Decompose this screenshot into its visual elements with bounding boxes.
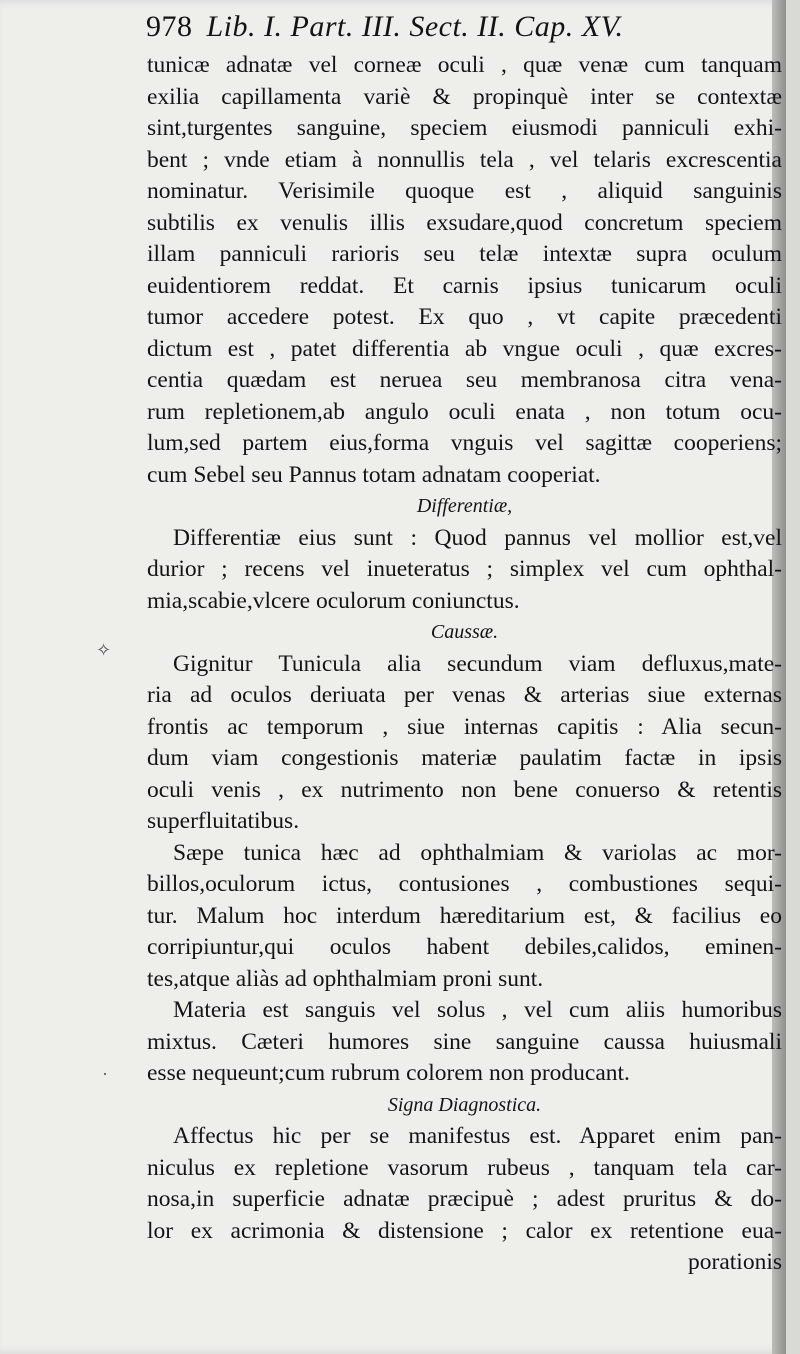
- paragraph-last-line: cum Sebel seu Pannus totam adnatam cooperiat.: [147, 461, 601, 488]
- text-line: centia quædam est neruea seu membranosa citra vena-: [147, 367, 782, 393]
- text-line: corripiuntur,qui oculos habent debiles,calidos, eminen-: [147, 934, 782, 960]
- text-line: lor ex acrimonia & distensione ; calor ex retentione eua-: [147, 1217, 782, 1244]
- text-line: frontis ac temporum , siue internas capitis : Alia secun-: [147, 713, 782, 740]
- text-line: bent ; vnde etiam à nonnullis tela , vel telaris excrescentia: [147, 146, 782, 173]
- paragraph-first-line: Gignitur Tunicula alia secundum viam defluxus,mate-: [173, 650, 782, 677]
- text-line: exilia capillamenta variè & propinquè inter se contextæ: [147, 83, 782, 110]
- text-line: mixtus. Cæteri humores sine sanguine caussa huiusmali: [147, 1028, 782, 1055]
- paragraph-last-line: mia,scabie,vlcere oculorum coniunctus.: [147, 587, 520, 614]
- text-line: tunicæ adnatæ vel corneæ oculi , quæ venæ cum tanquam: [147, 52, 782, 78]
- paragraph-last-line: superfluitatibus.: [147, 808, 300, 834]
- text-line: euidentiorem reddat. Et carnis ipsius tunicarum oculi: [147, 272, 782, 299]
- text-line: nosa,in superficie adnatæ præcipuè ; adest pruritus & do-: [147, 1186, 782, 1212]
- text-line: dictum est , patet differentia ab vngue oculi , quæ excres-: [147, 335, 782, 362]
- paragraph-first-line: Sæpe tunica hæc ad ophthalmiam & variolas ac mor-: [173, 839, 782, 866]
- text-line: durior ; recens vel inueteratus ; simplex vel cum ophthal-: [147, 556, 782, 582]
- text-line: tur. Malum hoc interdum hæreditarium est, & facilius eo: [147, 902, 782, 929]
- text-line: nominatur. Verisimile quoque est , aliquid sanguinis: [147, 178, 782, 204]
- catchword-line: porationis: [688, 1249, 782, 1275]
- section-heading: Differentiæ,: [416, 495, 513, 517]
- text-line: ria ad oculos deriuata per venas & arterias siue externas: [147, 682, 782, 708]
- text-line: niculus ex repletione vasorum rubeus , tanquam tela car-: [147, 1154, 782, 1181]
- text-line: tumor accedere potest. Ex quo , vt capite præcedenti: [147, 304, 782, 330]
- margin-dot-icon: ·: [102, 1064, 108, 1084]
- paragraph-first-line: Differentiæ eius sunt : Quod pannus vel mollior est,vel: [173, 524, 782, 551]
- running-title: Lib. I. Part. III. Sect. II. Cap. XV.: [206, 10, 624, 43]
- text-line: lum,sed partem eius,forma vnguis vel sagittæ cooperiens;: [147, 430, 782, 456]
- running-header: [146, 10, 786, 44]
- text-line: sint,turgentes sanguine, speciem eiusmodi panniculi exhi-: [147, 115, 782, 141]
- text-line: subtilis ex venulis illis exsudare,quod concretum speciem: [147, 209, 782, 236]
- page-number: 978: [146, 10, 193, 43]
- paragraph-first-line: Affectus hic per se manifestus est. Apparet enim pan-: [173, 1123, 782, 1149]
- text-line: rum repletionem,ab angulo oculi enata , non totum ocu-: [147, 398, 782, 425]
- text-line: dum viam congestionis materiæ paulatim factæ in ipsis: [147, 745, 782, 771]
- paragraph-last-line: tes,atque aliàs ad ophthalmiam proni sunt.: [147, 965, 544, 992]
- text-line: billos,oculorum ictus, contusiones , combustiones sequi-: [147, 871, 782, 897]
- section-heading: Signa Diagnostica.: [387, 1093, 542, 1116]
- text-line: oculi venis , ex nutrimento non bene conuerso & retentis: [147, 776, 782, 803]
- section-heading: Caussæ.: [430, 621, 499, 643]
- text-line: illam panniculi rarioris seu telæ intextæ supra oculum: [147, 241, 782, 267]
- paragraph-last-line: esse nequeunt;cum rubrum colorem non producant.: [147, 1060, 630, 1086]
- margin-mark-icon: ✧: [96, 640, 112, 660]
- paragraph-first-line: Materia est sanguis vel solus , vel cum aliis humoribus: [173, 997, 782, 1023]
- body-text: [147, 50, 782, 1279]
